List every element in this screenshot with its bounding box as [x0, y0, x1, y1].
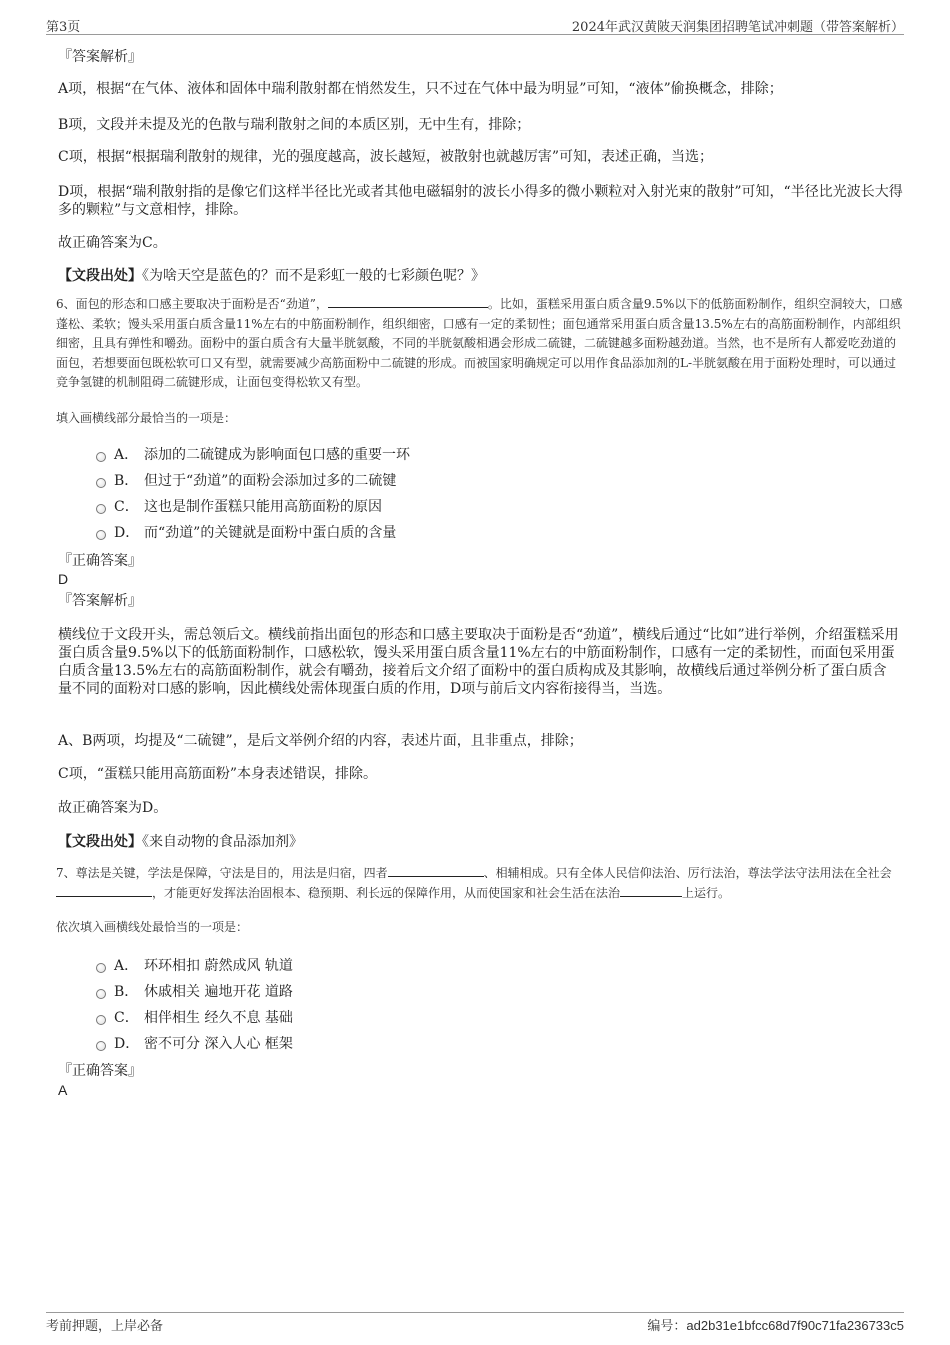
q6-answer-label: 『正确答案』: [58, 553, 142, 569]
q6-analysis-main: 横线位于文段开头，需总领后文。横线前指出面包的形态和口感主要取决于面粉是否“劲道”，横线后通过“比如”进行举例，介绍蛋糕采用蛋白质含量9.5%以下的低筋面粉制作，口感松软，馒头采用蛋白质含量11%左右的中筋面粉制作，口感有一定的柔韧性，而面包采用蛋白质含量13.5%左右的高筋面粉制作，就会有嚼劲，接着后文介绍了面粉中的蛋白质构成及其影响，故横线后通过举例分析了蛋白质含量不同的面粉对口感的影响，因此横线处需体现蛋白质的作用，D项与前后文内容衔接得当，当选。: [58, 627, 899, 697]
q5-analysis-b: B项，文段并未提及光的色散与瑞利散射之间的本质区别，无中生有，排除；: [58, 117, 531, 133]
radio-icon[interactable]: [96, 452, 106, 462]
q6-blank: [328, 295, 488, 308]
q6-analysis-c: C项，“蛋糕只能用高筋面粉”本身表述错误，排除。: [58, 766, 378, 782]
q7-blank-1: [388, 864, 484, 877]
q6-analysis-label: 『答案解析』: [58, 593, 142, 609]
radio-icon[interactable]: [96, 504, 106, 514]
q6-stem-start: 6、面包的形态和口感主要取决于面粉是否“劲道”，: [56, 297, 328, 311]
q6-prompt: 填入画横线部分最恰当的一项是：: [56, 411, 237, 425]
q5-conclusion: 故正确答案为C。: [58, 235, 167, 251]
q6-conclusion: 故正确答案为D。: [58, 800, 168, 816]
radio-icon[interactable]: [96, 1041, 106, 1051]
radio-icon[interactable]: [96, 989, 106, 999]
radio-icon[interactable]: [96, 963, 106, 973]
q7-answer: A: [58, 1082, 68, 1098]
document-code-label: 编号：: [647, 1319, 687, 1334]
q6-source-label: 【文段出处】: [58, 834, 142, 850]
document-title: 2024年武汉黄陂天润集团招聘笔试冲刺题（带答案解析）: [571, 20, 904, 35]
q6-answer: D: [58, 571, 69, 587]
q6-stem: [56, 295, 904, 393]
q7-answer-label: 『正确答案』: [58, 1063, 142, 1079]
q6-analysis-ab: A、B两项，均提及“二硫键”，是后文举例介绍的内容，表述片面，且非重点，排除；: [58, 733, 583, 749]
page-number: 第3页: [46, 20, 81, 35]
q7-stem-part4: 上运行。: [682, 885, 731, 900]
q7-stem-part3: ，才能更好发挥法治固根本、稳预期、利长远的保障作用，从而使国家和社会生活在法治: [152, 885, 621, 900]
q6-stem-rest: 。比如，蛋糕采用蛋白质含量9.5%以下的低筋面粉制作，组织空洞较大，口感蓬松、柔软；馒头采用蛋白质含量11%左右的中筋面粉制作，组织细密，口感有一定的柔韧性；面包通常采用蛋白质含量13.5%左右的高筋面粉制作，内部组织细密，且具有弹性和嚼劲。面粉中的蛋白质含有大量半胱氨酸，不同的半胱氨酸相遇会形成二硫键，二硫键越多面粉越劲道。当然，也不是所有人都爱吃劲道的面包，若想要面包既松软可口又有型，就需要减少高筋面粉中二硫键的形成。而被国家明确规定可以用作食品添加剂的L-半胱氨酸在用于面粉处理时，可以通过竞争氢键的机制阻碍二硫键形成，让面包变得松软又有型。: [56, 297, 903, 389]
q5-source: [58, 267, 485, 285]
q5-analysis-c: C项，根据“根据瑞利散射的规律，光的强度越高，波长越短，被散射也就越厉害”可知，表述正确，当选；: [58, 149, 714, 165]
q7-prompt: 依次填入画横线处最恰当的一项是：: [56, 920, 249, 934]
q5-analysis-a: A项，根据“在气体、液体和固体中瑞利散射都在悄然发生，只不过在气体中最为明显”可知，“液体”偷换概念，排除；: [58, 81, 783, 97]
q5-source-label: 【文段出处】: [58, 268, 142, 284]
document-code-value: ad2b31e1bfcc68d7f90c71fa236733c5: [686, 1318, 904, 1333]
q7-stem-part1: 7、尊法是关键，学法是保障，守法是目的，用法是归宿，四者: [56, 866, 388, 880]
radio-icon[interactable]: [96, 478, 106, 488]
footer-slogan: 考前押题，上岸必备: [46, 1319, 164, 1334]
q5-source-title: 《为啥天空是蓝色的？而不是彩虹一般的七彩颜色呢？》: [142, 268, 485, 284]
document-code: [647, 1315, 904, 1334]
radio-icon[interactable]: [96, 1015, 106, 1025]
radio-icon[interactable]: [96, 530, 106, 540]
q5-analysis-d: D项，根据“瑞利散射指的是像它们这样半径比光或者其他电磁辐射的波长小得多的微小颗粒对入射光束的散射”可知，“半径比光波长大得多的颗粒”与文意相悖，排除。: [58, 184, 903, 218]
q7-blank-3: [620, 884, 682, 897]
page-footer: [46, 1312, 904, 1335]
q7-blank-2: [56, 884, 152, 897]
q7-stem-part2: 、相辅相成。只有全体人民信仰法治、厉行法治，尊法学法守法用法在全社会: [483, 866, 892, 880]
q6-source: [58, 833, 303, 851]
q5-analysis-label: 『答案解析』: [58, 49, 142, 65]
page-header: [46, 14, 904, 35]
q7-stem: [56, 864, 904, 903]
q6-source-title: 《来自动物的食品添加剂》: [142, 834, 303, 850]
